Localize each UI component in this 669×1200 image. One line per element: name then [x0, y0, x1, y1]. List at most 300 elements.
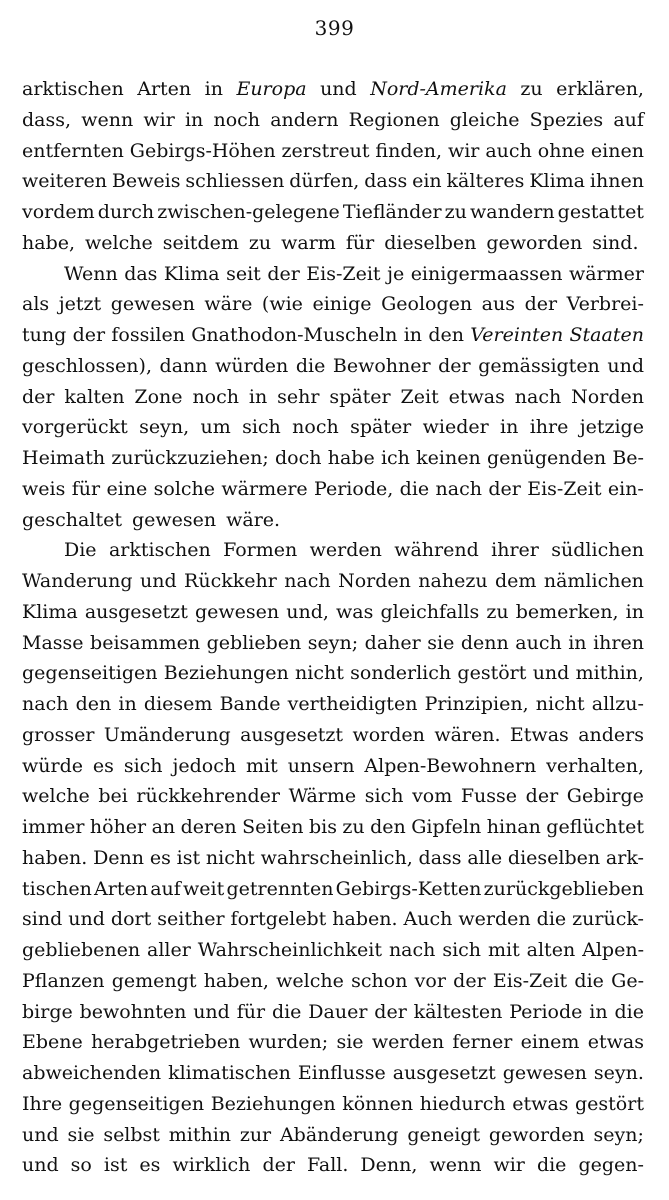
- word: und: [193, 1000, 230, 1023]
- word: in: [403, 324, 423, 346]
- word: kälteres: [446, 170, 525, 193]
- text-line: [22, 443, 644, 474]
- word: in: [184, 108, 204, 131]
- word: Arten: [94, 877, 148, 900]
- word: sonderlich: [350, 662, 452, 685]
- word: Bande: [219, 693, 281, 715]
- word: geneigt: [407, 1123, 481, 1146]
- word: fortgelebt: [230, 908, 327, 931]
- word: gleichfalls: [380, 600, 480, 623]
- word: Fusse: [460, 785, 518, 808]
- text-line: [22, 412, 644, 443]
- text-line: [22, 966, 644, 997]
- word: jetzige: [579, 416, 644, 439]
- text-line: [22, 166, 644, 197]
- word: dass: [418, 846, 462, 869]
- word: grosser: [22, 723, 95, 746]
- word: doch: [275, 447, 322, 469]
- word: bewohnten: [79, 1000, 187, 1023]
- word: allzu-: [591, 693, 644, 715]
- word: arktischen: [22, 78, 124, 100]
- word: Arten: [137, 78, 192, 100]
- text-line: [22, 105, 644, 136]
- word: alle: [467, 846, 503, 869]
- word: Gipfeln: [411, 816, 482, 838]
- word: erklären,: [556, 78, 644, 100]
- word: in: [118, 693, 137, 715]
- word: und,: [286, 600, 329, 623]
- word: weis: [22, 477, 66, 500]
- word: Tiefländer: [342, 201, 442, 223]
- text-line: [22, 1150, 644, 1181]
- word: in: [500, 416, 519, 439]
- word: sich: [364, 785, 404, 808]
- text-line: [22, 628, 644, 659]
- word: gemässigten: [478, 354, 600, 377]
- word: kalten: [64, 385, 125, 408]
- text-line: [22, 935, 644, 966]
- word: dürfen,: [289, 170, 360, 193]
- word: Formen: [223, 539, 298, 562]
- text-line: [22, 566, 644, 597]
- word: nämlichen: [543, 570, 644, 592]
- word: geflüchtet: [546, 816, 644, 838]
- word: wurden;: [248, 1031, 329, 1054]
- word: habe: [327, 447, 375, 469]
- word: würde: [22, 754, 83, 777]
- word: Be-: [612, 447, 644, 469]
- word: ist: [103, 1154, 128, 1177]
- word: Norden: [571, 385, 644, 408]
- word: worden: [352, 723, 425, 746]
- word: gestört: [457, 662, 527, 685]
- word: beisammen: [90, 631, 201, 654]
- word: dass: [364, 170, 408, 193]
- word: gewesen: [502, 1062, 587, 1084]
- word: nicht: [205, 846, 255, 869]
- word: einige: [312, 293, 372, 316]
- word: Gnathodon-Muscheln: [191, 324, 398, 346]
- word: vordem: [22, 201, 95, 223]
- text-line: [22, 289, 644, 320]
- word: Verbrei-: [566, 293, 644, 316]
- word: aller: [147, 939, 191, 961]
- word: vor: [414, 969, 446, 992]
- word: Eis-Zeit: [492, 969, 568, 992]
- word: später: [350, 416, 412, 439]
- word: Periode: [509, 1000, 583, 1023]
- word: haben.: [22, 846, 88, 869]
- word: es: [92, 754, 114, 777]
- word: wir: [143, 108, 175, 131]
- word: dem: [494, 570, 537, 592]
- word: die: [574, 969, 604, 992]
- word: vertheidigten: [287, 693, 418, 715]
- word: zwischen-gelegene: [157, 201, 340, 223]
- word: andern: [270, 108, 339, 131]
- word: jedoch: [172, 754, 237, 777]
- word: daher: [364, 631, 421, 654]
- word: zu: [342, 816, 365, 838]
- word: alten: [526, 939, 576, 961]
- word: wärmer: [568, 262, 644, 285]
- word: wäre.: [226, 508, 281, 531]
- word: gestattet: [557, 201, 644, 223]
- word: der: [262, 1154, 295, 1177]
- word: geworden: [488, 1123, 585, 1146]
- word: Spezies: [529, 108, 604, 131]
- word: Alpen-Bewohnern: [364, 754, 537, 777]
- word: Eis-Zeit: [527, 477, 602, 500]
- word: ein: [412, 170, 442, 193]
- word: Einflusse: [297, 1062, 386, 1084]
- word: zu: [444, 201, 467, 223]
- word: Ihre: [22, 1092, 63, 1115]
- word: auf: [150, 877, 181, 900]
- word: ferner: [452, 1031, 513, 1054]
- word: ihrer: [491, 539, 539, 562]
- word: herabgetrieben: [91, 1031, 241, 1054]
- word: sie: [67, 1123, 95, 1146]
- word: und: [139, 570, 177, 592]
- word: Rückkehr: [184, 570, 277, 592]
- text-line: [22, 781, 644, 812]
- word: noch: [192, 385, 239, 408]
- word: in: [589, 1000, 608, 1023]
- word: höher: [89, 816, 147, 838]
- word: einigermaassen: [410, 262, 563, 285]
- text-line: [22, 904, 644, 935]
- word: die: [536, 908, 567, 931]
- word: ein-: [607, 477, 644, 500]
- word: werden: [309, 539, 382, 562]
- word: gewesen: [110, 293, 195, 316]
- word: dass,: [22, 108, 72, 131]
- word: bemerken,: [515, 600, 619, 623]
- word: hiedurch: [419, 1092, 506, 1115]
- word: welche: [22, 785, 90, 808]
- word: es: [149, 846, 171, 869]
- word: Wärme: [288, 785, 357, 808]
- word: und: [22, 1123, 59, 1146]
- word: mit: [246, 754, 278, 777]
- text-line: [22, 997, 644, 1028]
- text-line: [22, 74, 644, 105]
- word: später: [329, 385, 391, 408]
- word: wären.: [434, 723, 501, 746]
- word: können: [342, 1092, 414, 1115]
- text-line: [22, 1120, 644, 1151]
- word: einem: [520, 1031, 580, 1054]
- text-line: [22, 597, 644, 628]
- word: für: [345, 231, 375, 254]
- word: Gebirge: [566, 785, 644, 808]
- word: noch: [213, 108, 261, 131]
- word: ark-: [605, 846, 644, 869]
- word: immer: [22, 816, 85, 838]
- word: Die: [64, 539, 97, 562]
- word: sind: [22, 908, 63, 931]
- word: den: [370, 816, 406, 838]
- word: sich: [242, 416, 281, 439]
- word: haben,: [203, 969, 269, 992]
- word: wieder: [422, 416, 489, 439]
- word: Denn: [93, 846, 145, 869]
- word: mithin: [168, 1123, 232, 1146]
- word: Wanderung: [22, 570, 133, 592]
- word: finden,: [375, 139, 443, 162]
- word: ich: [380, 447, 410, 469]
- word: der: [22, 385, 55, 408]
- word: mithin,: [575, 662, 644, 685]
- word: welche: [85, 231, 153, 254]
- word: solche: [153, 477, 216, 500]
- word: fossilen: [111, 324, 185, 346]
- word: dieselben: [507, 846, 601, 869]
- word: birge: [22, 1000, 73, 1023]
- word: Zone: [134, 385, 183, 408]
- word: arktischen: [108, 539, 211, 562]
- word: seyn;: [307, 631, 359, 654]
- word: würden: [215, 354, 289, 377]
- word: dort: [110, 908, 152, 931]
- word: gewesen: [194, 600, 280, 623]
- word: gegenseitigen: [68, 1092, 205, 1115]
- word: Auch: [403, 908, 453, 931]
- word: gebliebenen: [22, 939, 141, 961]
- word: in: [204, 78, 223, 100]
- text-line: [22, 474, 644, 505]
- word: wir: [447, 139, 480, 162]
- word: der: [453, 969, 486, 992]
- word: so: [70, 1154, 92, 1177]
- word: gegen-: [578, 1154, 644, 1177]
- text-line: [22, 351, 644, 382]
- text-line: [22, 320, 644, 351]
- word: werden: [371, 1031, 445, 1054]
- text-line: [22, 689, 644, 720]
- emphasized-word: Staaten: [569, 324, 644, 346]
- word: werden: [458, 908, 531, 931]
- word: Pflanzen: [22, 969, 105, 992]
- word: nach: [388, 939, 436, 961]
- word: die: [295, 354, 326, 377]
- word: deren: [180, 816, 237, 838]
- word: Ge-: [611, 969, 644, 992]
- word: in: [248, 385, 268, 408]
- word: Zeit: [400, 385, 439, 408]
- word: Wahrscheinlichkeit: [197, 939, 382, 961]
- word: wandern: [470, 201, 555, 223]
- word: eine: [106, 477, 148, 500]
- text-line: [22, 720, 644, 751]
- word: seyn,: [139, 416, 190, 439]
- word: wäre: [204, 293, 253, 316]
- text-line: [22, 812, 644, 843]
- emphasized-word: Nord-Amerika: [370, 78, 507, 100]
- word: und: [68, 908, 105, 931]
- text-line: [22, 751, 644, 782]
- word: es: [139, 1154, 161, 1177]
- word: und: [22, 1154, 59, 1177]
- word: Umänderung: [103, 723, 231, 746]
- word: auch: [485, 139, 532, 162]
- word: selbst: [103, 1123, 160, 1146]
- word: ausgesetzt: [84, 600, 188, 623]
- word: der: [374, 1000, 407, 1023]
- word: einen: [590, 139, 644, 162]
- word: wenn: [429, 1154, 482, 1177]
- word: klimatischen: [168, 1062, 291, 1084]
- word: Dauer: [308, 1000, 368, 1023]
- word: nach: [284, 570, 331, 592]
- text-line: [22, 228, 644, 259]
- word: zu: [520, 78, 543, 100]
- word: weiteren: [22, 170, 108, 193]
- word: haben.: [332, 908, 398, 931]
- word: warm: [281, 231, 336, 254]
- word: der: [525, 785, 559, 808]
- word: die: [399, 477, 430, 500]
- word: wirklich: [172, 1154, 251, 1177]
- word: nach: [22, 693, 69, 715]
- word: Klima: [163, 262, 220, 285]
- word: vom: [412, 785, 453, 808]
- word: schliessen: [185, 170, 285, 193]
- word: nach: [514, 385, 562, 408]
- word: zu: [486, 600, 509, 623]
- word: weit: [183, 877, 225, 900]
- word: auch: [515, 631, 562, 654]
- word: sich: [442, 939, 482, 961]
- word: den: [75, 693, 112, 715]
- text-line: [22, 843, 644, 874]
- word: Beziehungen: [163, 662, 289, 685]
- text-line: [22, 658, 644, 689]
- word: wenn: [81, 108, 134, 131]
- word: ist: [176, 846, 201, 869]
- word: nahezu: [418, 570, 488, 592]
- word: Denn,: [360, 1154, 418, 1177]
- word: welche: [276, 969, 344, 992]
- word: seyn.: [593, 1062, 644, 1084]
- word: Regionen: [348, 108, 440, 131]
- word: Prinzipien,: [424, 693, 529, 715]
- word: sie: [427, 631, 455, 654]
- word: geschaltet: [22, 508, 122, 531]
- word: ihnen: [589, 170, 644, 193]
- text-line: [22, 505, 644, 536]
- word: seit: [226, 262, 261, 285]
- word: ihre: [529, 416, 569, 439]
- word: verhalten,: [546, 754, 644, 777]
- word: bei: [98, 785, 128, 808]
- word: ausgesetzt: [392, 1062, 496, 1084]
- word: sind.: [592, 231, 639, 254]
- word: während: [394, 539, 479, 562]
- word: der: [267, 262, 300, 285]
- word: aus: [481, 293, 515, 316]
- word: ohne: [537, 139, 585, 162]
- word: tischen: [22, 877, 92, 900]
- word: geworden: [486, 231, 583, 254]
- word: in: [568, 631, 587, 654]
- word: Masse: [22, 631, 84, 654]
- word: und: [532, 662, 570, 685]
- word: der: [72, 324, 106, 346]
- word: Beweis: [111, 170, 181, 193]
- word: gemengt: [111, 969, 197, 992]
- word: zurück-: [572, 908, 644, 931]
- word: je: [387, 262, 405, 285]
- word: zerstreut: [281, 139, 370, 162]
- word: geblieben: [206, 631, 302, 654]
- word: genügenden: [486, 447, 607, 469]
- word: abweichenden: [22, 1062, 162, 1084]
- word: die: [614, 1000, 644, 1023]
- word: etwas: [587, 1031, 644, 1054]
- word: schon: [351, 969, 408, 992]
- word: dann: [159, 354, 208, 377]
- emphasized-word: Europa: [236, 78, 307, 100]
- word: entfernten: [22, 139, 124, 162]
- word: etwas: [512, 1092, 569, 1115]
- word: den: [428, 324, 464, 346]
- word: Bewohner: [332, 354, 431, 377]
- word: seitdem: [162, 231, 239, 254]
- word: Wenn: [64, 262, 118, 285]
- word: bis: [308, 816, 337, 838]
- word: was: [336, 600, 374, 623]
- word: kältesten: [413, 1000, 503, 1023]
- word: ausgesetzt: [240, 723, 344, 746]
- word: Norden: [338, 570, 411, 592]
- word: der: [524, 293, 558, 316]
- word: nicht: [295, 662, 344, 685]
- word: und: [320, 78, 357, 100]
- word: Klima: [529, 170, 586, 193]
- word: ihren: [593, 631, 644, 654]
- word: gewesen: [131, 508, 217, 531]
- word: noch: [292, 416, 339, 439]
- word: der: [438, 354, 471, 377]
- word: das: [124, 262, 158, 285]
- word: seyn;: [593, 1123, 644, 1146]
- word: wärmere: [221, 477, 308, 500]
- word: etwas: [448, 385, 505, 408]
- word: Abänderung: [279, 1123, 399, 1146]
- word: Periode,: [314, 477, 394, 500]
- word: gegenseitigen: [22, 662, 158, 685]
- word: keinen: [416, 447, 481, 469]
- word: Alpen-: [582, 939, 644, 961]
- word: an: [151, 816, 176, 838]
- word: in: [625, 600, 644, 623]
- word: wir: [493, 1154, 525, 1177]
- word: und: [607, 354, 644, 377]
- word: Etwas: [509, 723, 569, 746]
- word: sich: [123, 754, 163, 777]
- word: hinan: [486, 816, 541, 838]
- word: zurückzuziehen;: [111, 447, 269, 469]
- word: rückkehrender: [136, 785, 280, 808]
- word: Klima: [22, 600, 78, 623]
- text-line: [22, 535, 644, 566]
- word: nicht: [535, 693, 585, 715]
- word: (wie: [261, 293, 303, 316]
- word: sehr: [277, 385, 320, 408]
- word: dieselben: [384, 231, 477, 254]
